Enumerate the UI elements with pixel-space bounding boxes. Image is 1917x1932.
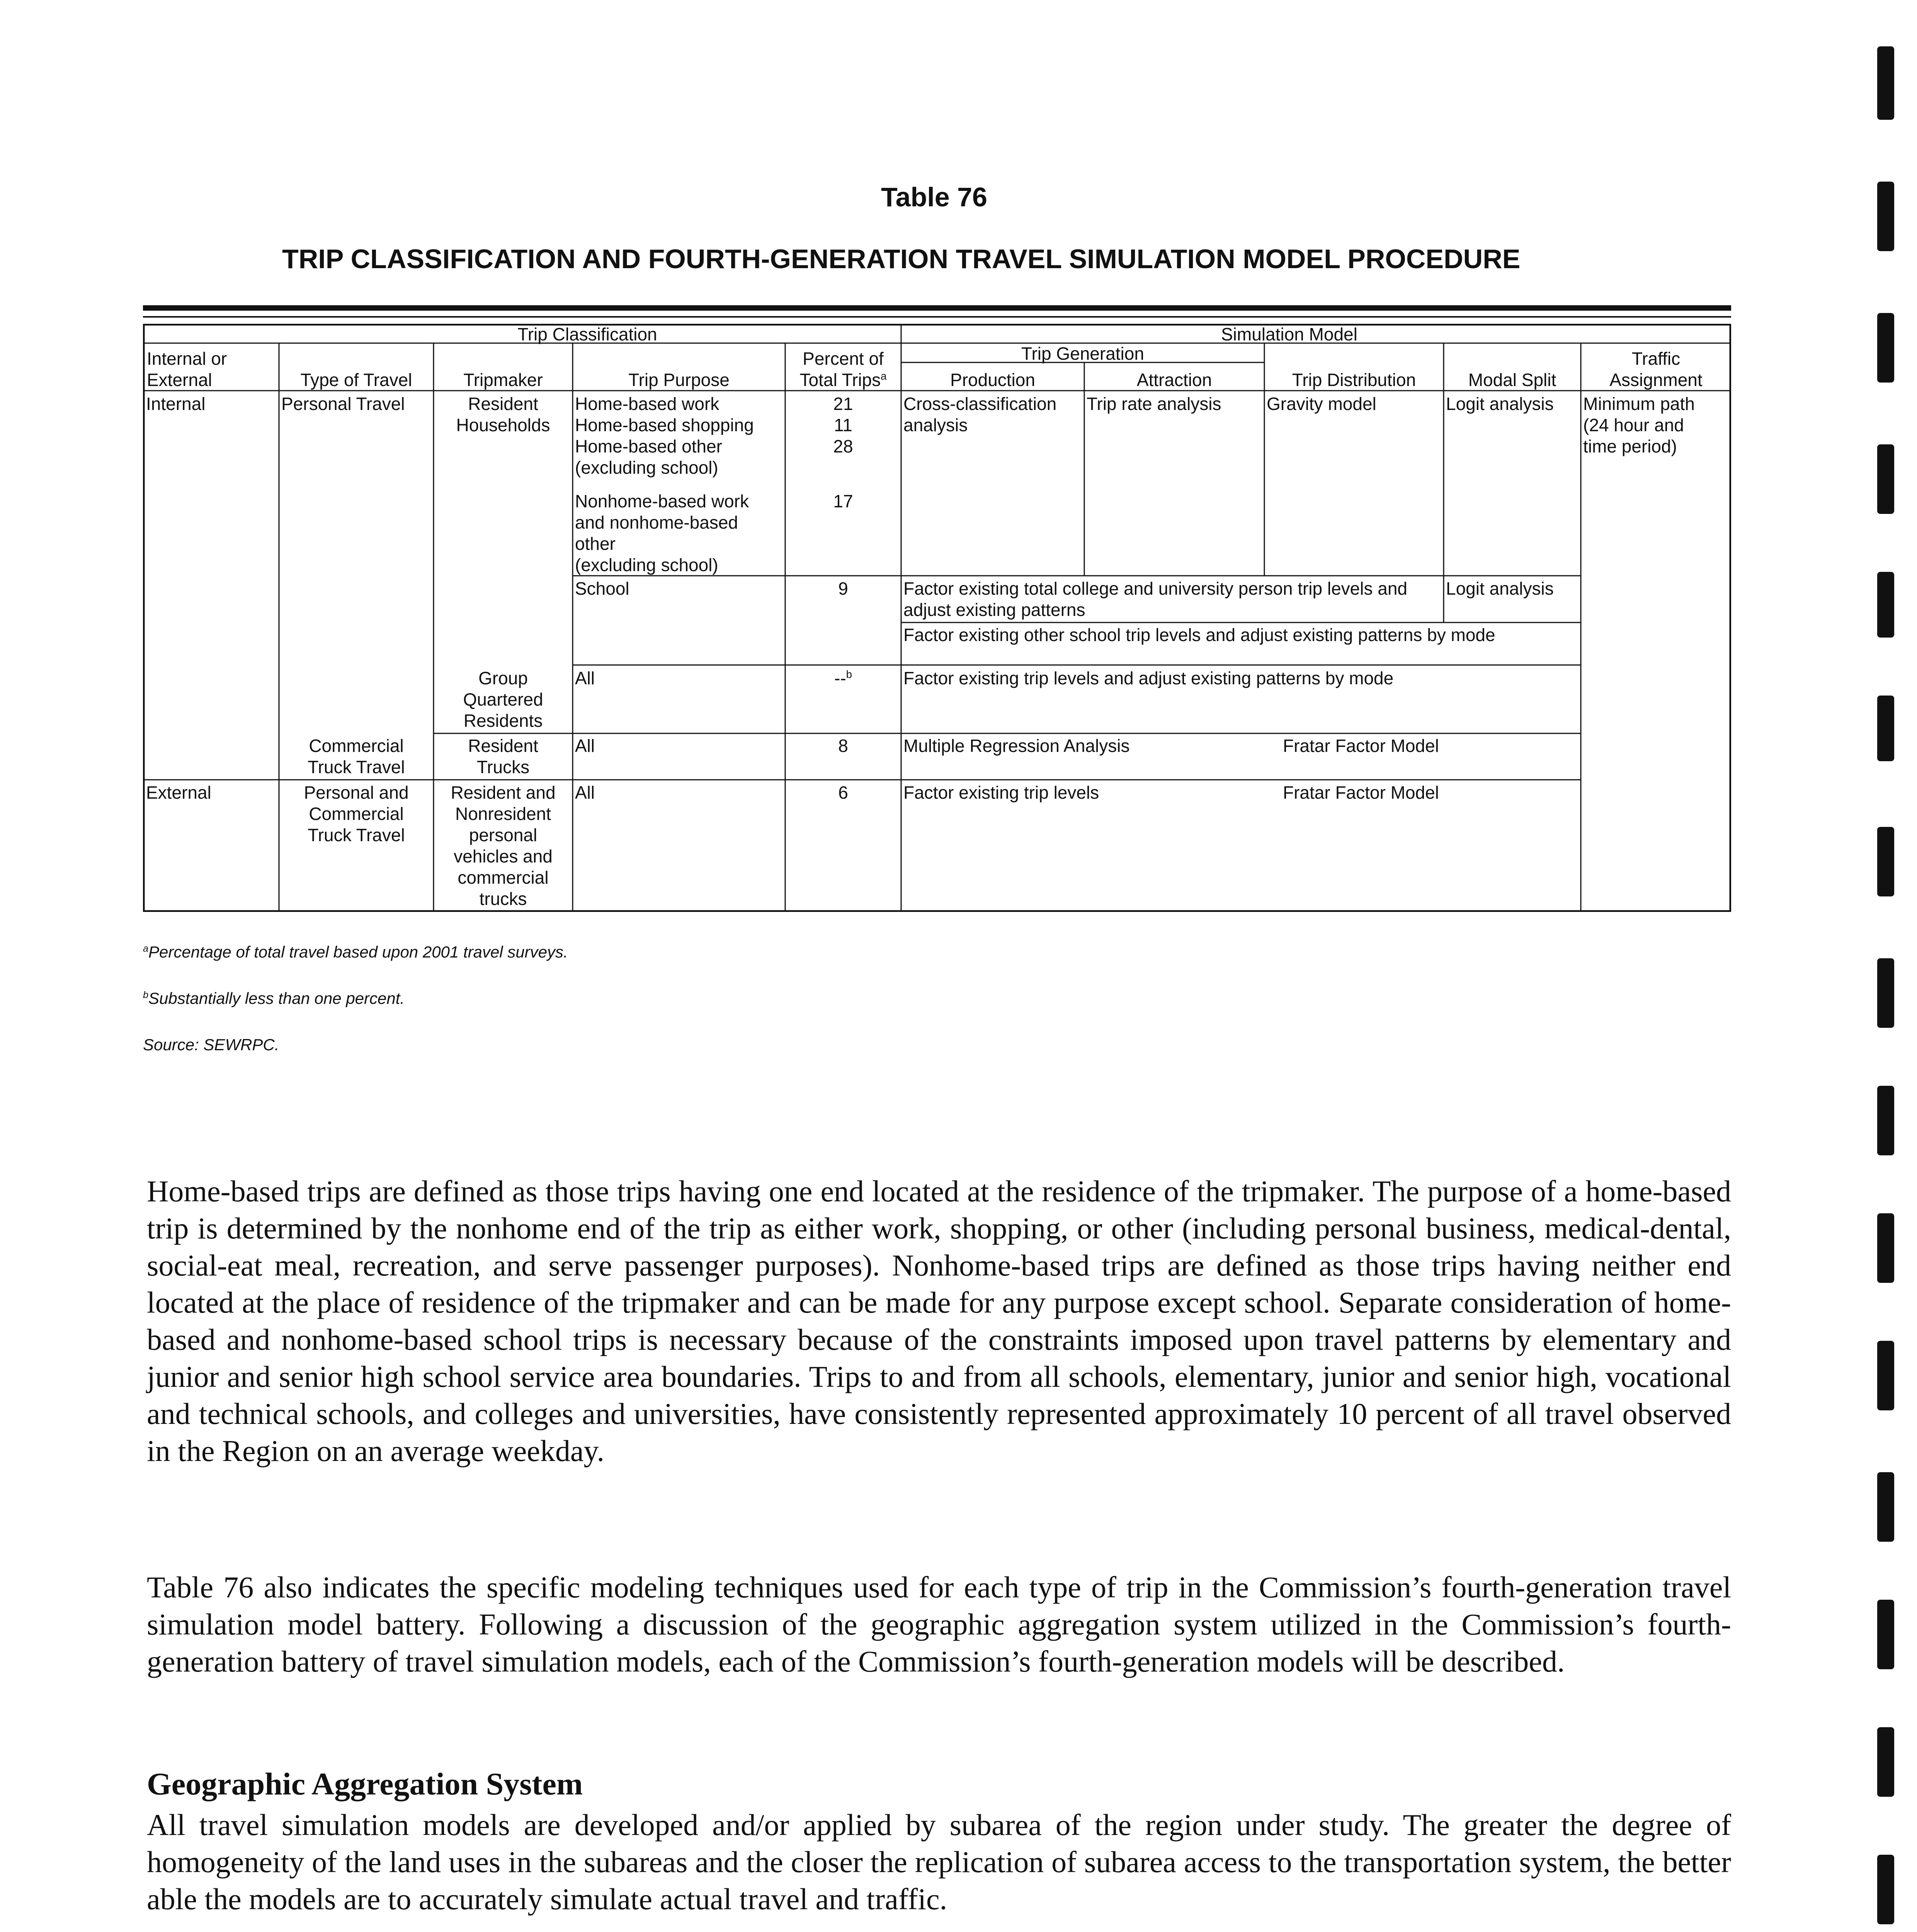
header-percent-of-total: Percent of Total Trips$^a$	[799, 349, 887, 390]
group-method: Factor existing trip levels and adjust existing patterns by mode	[903, 668, 1394, 688]
header-tripmaker: Tripmaker	[463, 370, 543, 390]
purpose-home-based-shopping: Home-based shopping	[575, 415, 754, 435]
scan-edge-mark	[1877, 1472, 1894, 1542]
distribution-method: Gravity model	[1267, 394, 1376, 414]
purpose-group-all: All	[575, 668, 595, 688]
type-personal-travel: Personal Travel	[281, 394, 405, 414]
external-generation-method: Factor existing trip levels	[903, 782, 1099, 803]
percent-home-based-work: 21	[833, 394, 853, 414]
trip-classification-table	[143, 324, 1731, 912]
header-trip-purpose: Trip Purpose	[628, 370, 730, 390]
row-label-internal: Internal	[146, 394, 206, 414]
type-commercial-truck: Commercial Truck Travel	[308, 736, 405, 777]
school-college-method: Factor existing total college and university person trip levels and adjust existing patterns	[903, 578, 1408, 620]
scan-edge-mark	[1877, 1341, 1894, 1410]
title-rule-thick	[143, 305, 1731, 311]
tripmaker-group-quartered: Group Quartered Residents	[463, 668, 543, 731]
title-rule-thin	[143, 316, 1731, 318]
school-other-method: Factor existing other school trip levels and adjust existing patterns by mode	[903, 625, 1495, 645]
table-label: Table 76	[881, 182, 987, 212]
section-heading: Geographic Aggregation System	[147, 1766, 583, 1801]
scan-edge-mark	[1877, 444, 1894, 514]
scan-edge-mark	[1877, 1213, 1894, 1283]
scan-edge-mark	[1877, 182, 1894, 251]
scan-edge-mark	[1877, 827, 1894, 896]
scan-edge-mark	[1877, 696, 1894, 761]
percent-commercial: 8	[838, 736, 848, 756]
school-college-modal-split: Logit analysis	[1446, 578, 1554, 599]
scan-edge-mark	[1877, 958, 1894, 1028]
scan-edge-mark	[1877, 1855, 1894, 1924]
purpose-commercial-all: All	[575, 736, 595, 756]
body-paragraph-3: All travel simulation models are developed and/or applied by subarea of the region under study. The greater the degree of homogeneity of the land uses in the subareas and the closer the replication of subarea access to the transportation system, the better able the models are to accurately simulate actual travel and traffic.	[147, 1808, 1731, 1916]
scan-edge-mark	[1877, 1727, 1894, 1797]
header-type-of-travel: Type of Travel	[300, 370, 412, 390]
purpose-school: School	[575, 578, 629, 599]
header-modal-split: Modal Split	[1468, 370, 1556, 390]
percent-external: 6	[838, 782, 848, 803]
tripmaker-external: Resident and Nonresident personal vehicles and commercial trucks	[451, 782, 556, 909]
external-distribution-method: Fratar Factor Model	[1283, 782, 1439, 803]
type-external-travel: Personal and Commercial Truck Travel	[304, 782, 409, 845]
header-simulation-model: Simulation Model	[1221, 324, 1357, 344]
percent-nonhome-based: 17	[833, 491, 853, 511]
purpose-external-all: All	[575, 782, 595, 803]
header-internal-external: Internal or External	[147, 349, 227, 390]
header-production: Production	[950, 370, 1035, 390]
tripmaker-resident-trucks: Resident Trucks	[468, 736, 538, 777]
footnote-a: $^a$Percentage of total travel based upon 2001 travel surveys.	[143, 943, 568, 961]
table-title: TRIP CLASSIFICATION AND FOURTH-GENERATION TRAVEL SIMULATION MODEL PROCEDURE	[282, 244, 1521, 274]
header-traffic-assignment: Traffic Assignment	[1609, 349, 1703, 390]
production-method: Cross-classification analysis	[903, 394, 1057, 435]
header-trip-classification: Trip Classification	[517, 324, 657, 344]
header-attraction: Attraction	[1136, 370, 1212, 390]
percent-home-based-other: 28	[833, 436, 853, 456]
header-trip-generation: Trip Generation	[1021, 344, 1144, 364]
scan-edge-mark	[1877, 1086, 1894, 1155]
purpose-nonhome-based: Nonhome-based work and nonhome-based other (excluding school)	[575, 491, 749, 575]
purpose-home-based-other: Home-based other (excluding school)	[575, 436, 722, 478]
scan-edge-mark	[1877, 572, 1894, 638]
attraction-method: Trip rate analysis	[1087, 394, 1221, 414]
row-label-external: External	[146, 782, 211, 803]
scan-edge-mark	[1877, 1600, 1894, 1669]
percent-home-based-shopping: 11	[834, 415, 852, 435]
percent-group: --$^b$	[834, 668, 852, 688]
tripmaker-resident-households: Resident Households	[456, 394, 550, 435]
scan-edge-mark	[1877, 46, 1894, 120]
table-source: Source: SEWRPC.	[143, 1036, 279, 1054]
assignment-method: Minimum path (24 hour and time period)	[1583, 394, 1695, 456]
modal-split-method: Logit analysis	[1446, 394, 1554, 414]
percent-school: 9	[838, 578, 848, 599]
body-paragraph-2: Table 76 also indicates the specific modeling techniques used for each type of trip in the Commission’s fourth-generation travel simulation model battery. Following a discussion of the geographic aggregation system utilized in the Commission’s fourth-generation battery of travel simulation models, each of the Commission’s fourth-generation models will be described.	[147, 1570, 1731, 1678]
purpose-home-based-work: Home-based work	[575, 394, 720, 414]
header-trip-distribution: Trip Distribution	[1292, 370, 1416, 390]
body-paragraph-1: Home-based trips are defined as those trips having one end located at the residence of the tripmaker. The purpose of a home-based trip is determined by the nonhome end of the trip as either work, shopping, or other (including personal business, medical-dental, social-eat meal, recreation, and serve passenger purposes). Nonhome-based trips are defined as those trips having neither end located at the place of residence of the tripmaker and can be made for any purpose except school. Separate consideration of home-based and nonhome-based school trips is necessary because of the constraints imposed upon travel patterns by elementary and junior and senior high school service area boundaries. Trips to and from all schools, elementary, junior and senior high, vocational and technical schools, and colleges and universities, have consistently represented approximately 10 percent of all travel observed in the Region on an average weekday.	[147, 1174, 1731, 1468]
commercial-distribution-method: Fratar Factor Model	[1283, 736, 1439, 756]
scan-edge-mark	[1877, 313, 1894, 383]
commercial-generation-method: Multiple Regression Analysis	[903, 736, 1130, 756]
footnote-b: $^b$Substantially less than one percent.	[143, 989, 405, 1007]
